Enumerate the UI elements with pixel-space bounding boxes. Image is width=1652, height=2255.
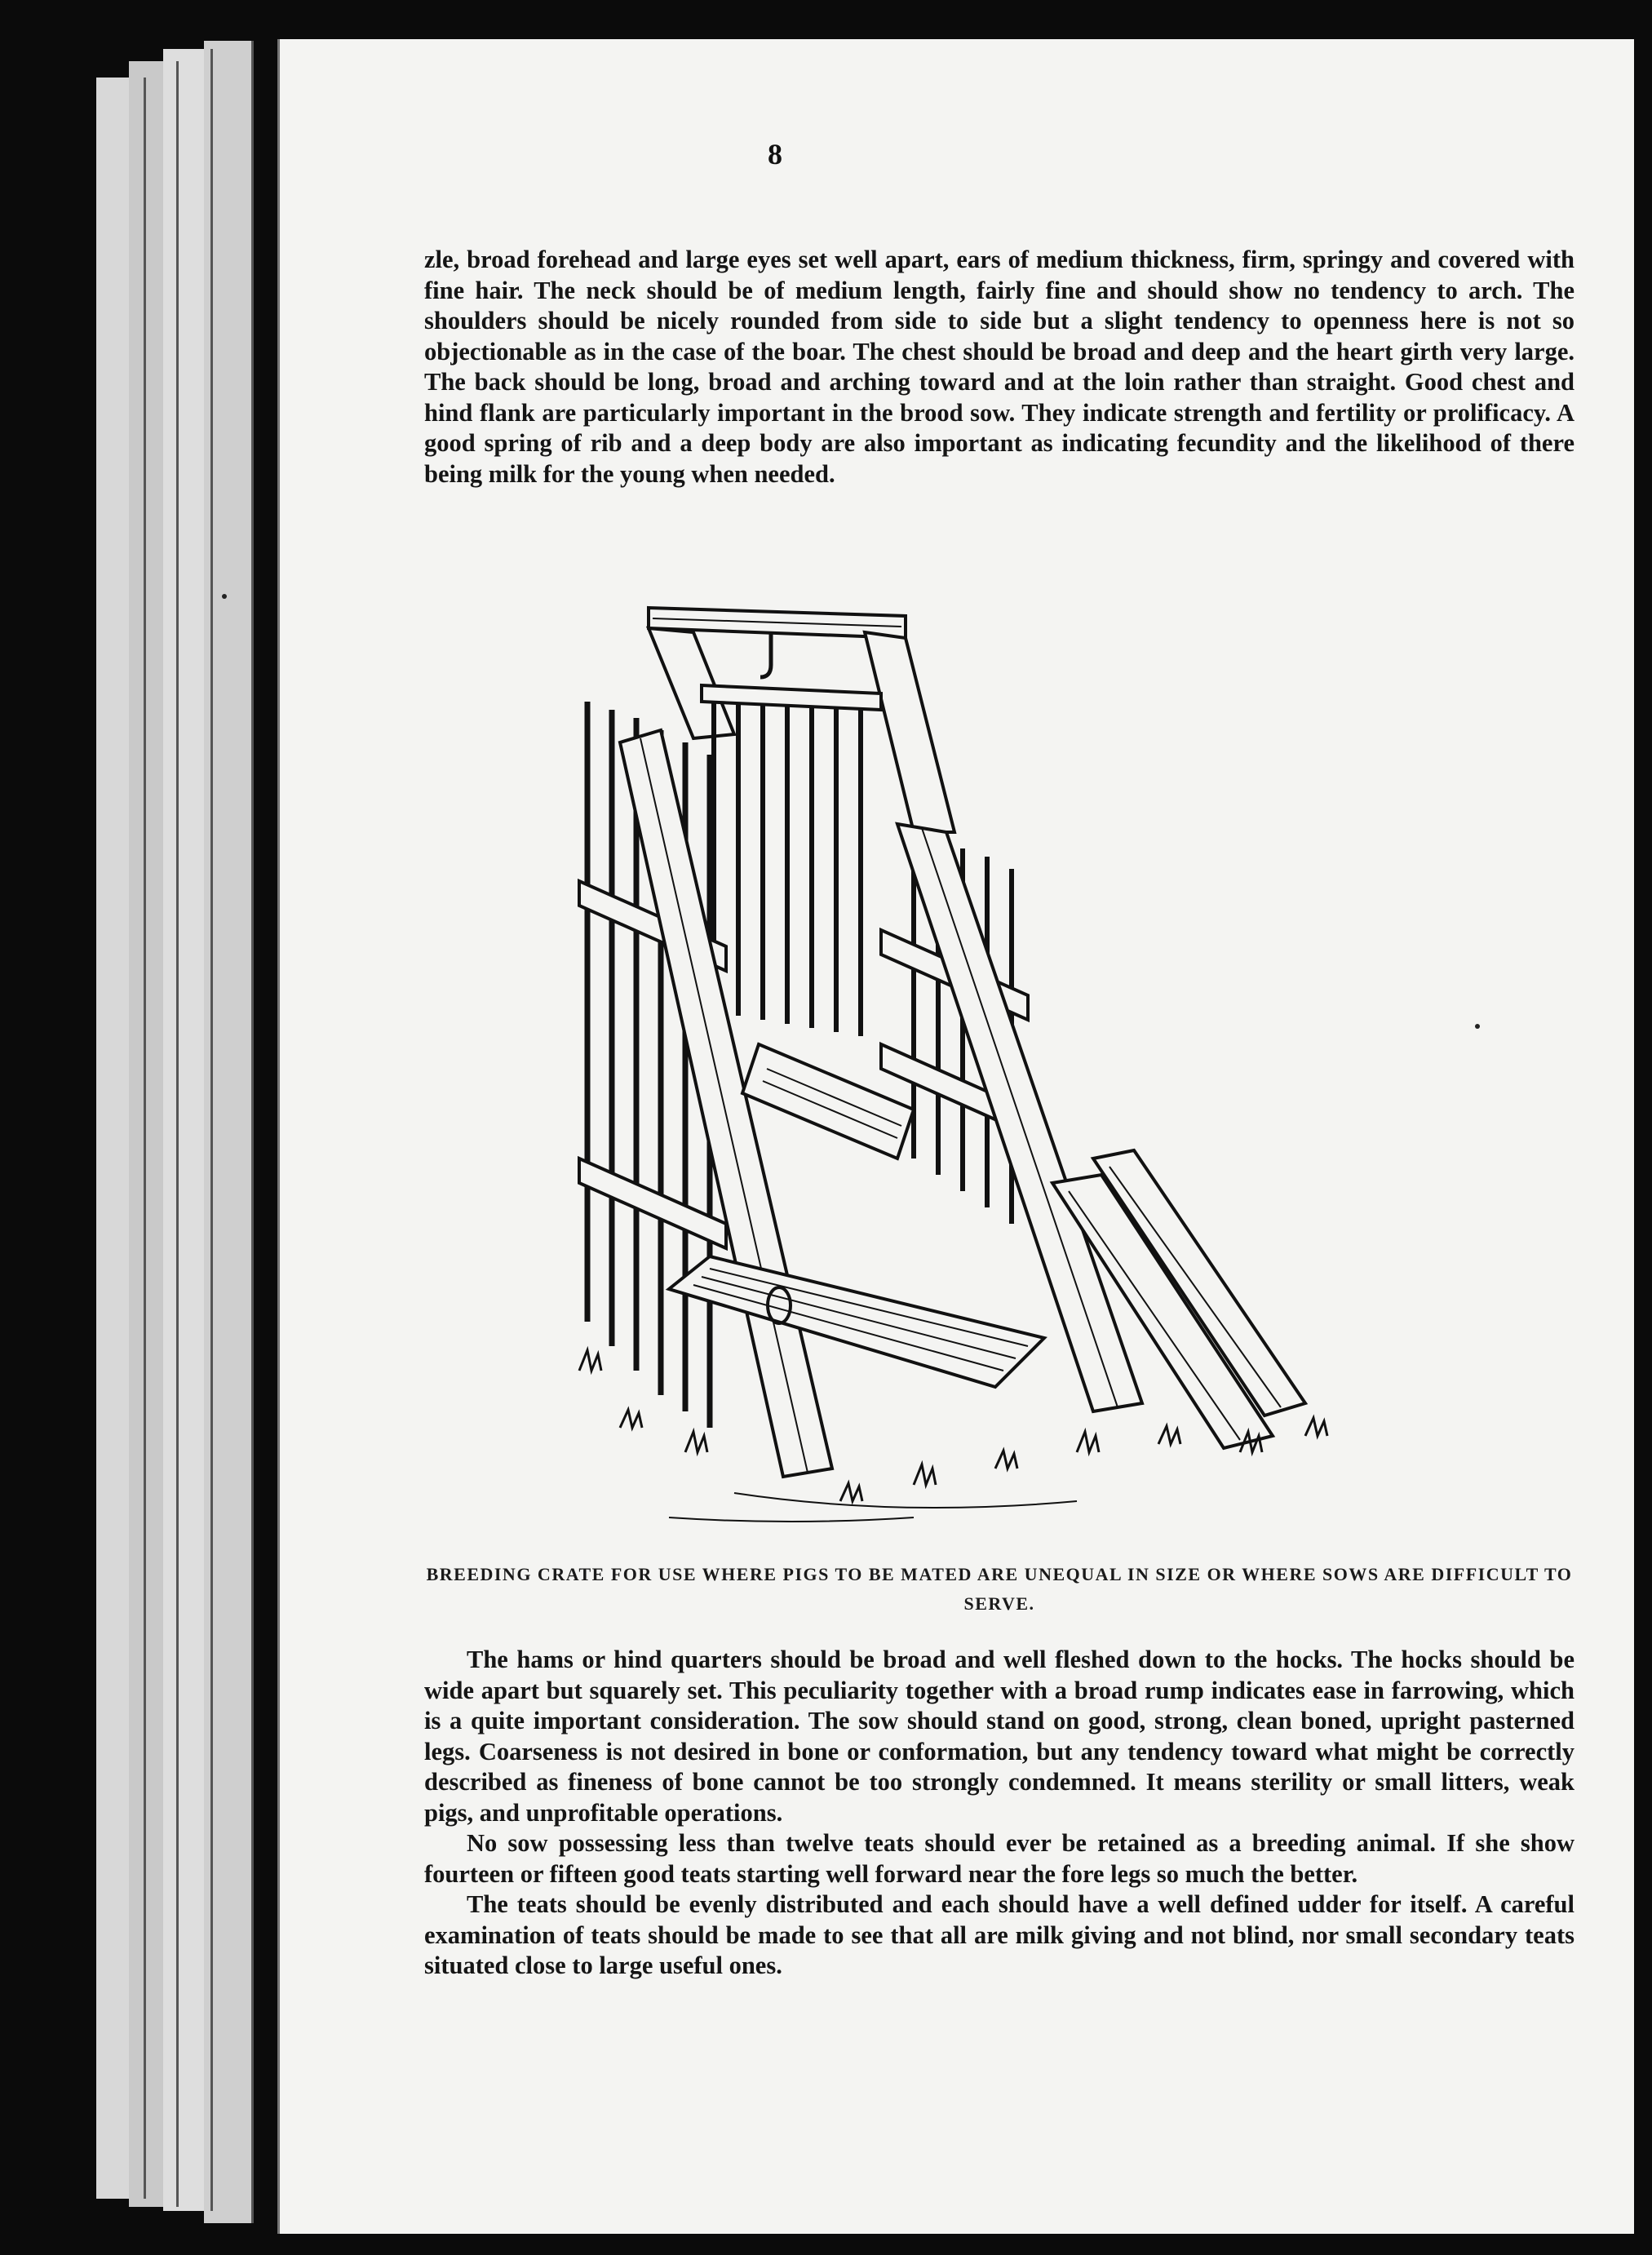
page-edge-line bbox=[210, 49, 213, 2211]
page-edge-line bbox=[144, 78, 146, 2199]
figure-caption: BREEDING CRATE FOR USE WHERE PIGS TO BE MATED ARE UNEQUAL IN SIZE OR WHERE SOWS ARE DIFFICULT TO SERVE. bbox=[426, 1564, 1573, 1614]
paragraph: The hams or hind quarters should be broad and well fleshed down to the hocks. The hocks should be wide apart but squarely set. This peculiarity together with a broad rump indicates ease in farrowing, which is a quite important consideration. The sow should stand on good, strong, clean boned, upright pasterned legs. Coarseness is not desired in bone or conformation, but any tendency toward what might be correctly described as fineness of bone cannot be too strongly condemned. It means sterility or small litters, weak pigs, and unprofitable operations. bbox=[424, 1646, 1574, 1827]
ink-speck bbox=[1475, 1024, 1480, 1029]
page-edge-line bbox=[251, 41, 254, 2223]
page-number: 8 bbox=[768, 138, 782, 171]
page-edge-line bbox=[176, 61, 179, 2207]
ink-speck bbox=[222, 594, 227, 599]
body-text-bottom bbox=[424, 1645, 1574, 1982]
breeding-crate-illustration-icon bbox=[571, 587, 1371, 1534]
paragraph: The teats should be evenly distributed and each should have a well defined udder for itself. A careful examination of teats should be made to see that all are milk giving and not blind, nor small secondary teats situated close to large useful ones. bbox=[424, 1890, 1574, 1979]
paragraph: No sow possessing less than twelve teats should ever be retained as a breeding animal. If she show fourteen or fifteen good teats starting well forward near the fore legs so much the better. bbox=[424, 1829, 1574, 1888]
paragraph: zle, broad forehead and large eyes set well apart, ears of medium thickness, firm, springy and covered with fine hair. The neck should be of medium length, fairly fine and should show no tendency to arch. The shoulders should be nicely rounded from side to side but a slight tendency to openness here is not so objectionable as in the case of the boar. The chest should be broad and deep and the heart girth very large. The back should be long, broad and arching toward and at the loin rather than straight. Good chest and hind flank are particularly important in the brood sow. They indicate strength and fertility or prolificacy. A good spring of rib and a deep body are also important as indicating fecundity and the likelihood of there being milk for the young when needed. bbox=[424, 246, 1574, 488]
body-text-top bbox=[424, 245, 1574, 490]
